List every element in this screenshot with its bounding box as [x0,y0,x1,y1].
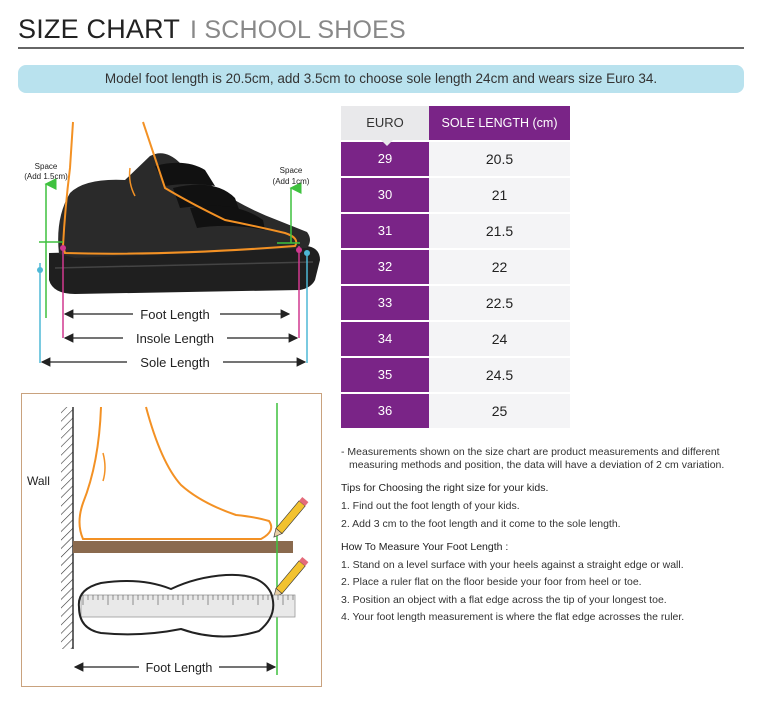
euro-size-cell: 34 [341,322,429,356]
table-row [341,322,570,356]
title-rule [18,47,744,49]
euro-size-cell: 36 [341,394,429,428]
space-left-label: Space [34,162,58,171]
euro-size-cell: 30 [341,178,429,212]
sole-length-cell: 21 [429,178,570,212]
sole-length-cell: 22.5 [429,286,570,320]
table-header [341,106,570,140]
foot-ankle-detail [103,453,105,481]
page-title [18,14,406,45]
howto-title: How To Measure Your Foot Length : [341,540,509,553]
howto-item: 4. Your foot length measurement is where the flat edge acrosses the ruler. [341,611,685,623]
model-info-banner: Model foot length is 20.5cm, add 3.5cm to choose sole length 24cm and wears size Euro 34. [18,65,744,93]
sole-length-cell: 24.5 [429,358,570,392]
insole-length-label: Insole Length [135,331,215,346]
header-sole-length: SOLE LENGTH (cm) [429,106,570,140]
howto-item: 1. Stand on a level surface with your heels against a straight edge or wall. [341,558,684,571]
header-euro: EURO [341,106,429,140]
table-row [341,286,570,320]
sole-length-cell: 22 [429,250,570,284]
tip-item: 1. Find out the foot length of your kids. [341,500,520,512]
shoe-diagram [15,108,320,373]
space-left-detail: (Add 1.5cm) [24,172,68,181]
sole-length-cell: 25 [429,394,570,428]
howto-item: 2. Place a ruler flat on the floor beside your foor from heel or toe. [341,576,642,588]
euro-size-cell: 35 [341,358,429,392]
floor [73,541,293,553]
sole-length-label: Sole Length [140,355,210,370]
table-row [341,214,570,248]
space-right-label: Space [279,166,303,175]
table-row [341,142,570,176]
euro-size-cell: 33 [341,286,429,320]
euro-size-cell: 29 [341,142,429,176]
howto-item: 3. Position an object with a flat edge across the tip of your longest toe. [341,593,667,606]
euro-size-cell: 31 [341,214,429,248]
measure-foot-label: Foot Length [145,661,213,675]
foot-side-outline [80,407,272,539]
title-main: SIZE CHART [18,14,181,44]
sole-length-cell: 21.5 [429,214,570,248]
measurement-note: - Measurements shown on the size chart are product measurements and different measuring methods and position, the data will have a deviation of 2 cm variation. [341,446,725,471]
table-row [341,358,570,392]
notes-section [341,446,741,629]
table-body [341,142,570,428]
wall-hatch [61,407,73,649]
title-subtitle: I SCHOOL SHOES [190,16,406,44]
space-right-detail: (Add 1cm) [272,177,310,186]
sole-length-cell: 24 [429,322,570,356]
measure-diagram [21,393,322,687]
euro-size-cell: 32 [341,250,429,284]
tips-title: Tips for Choosing the right size for your kids. [341,482,549,494]
wall-label: Wall [27,474,50,488]
sole-length-cell: 20.5 [429,142,570,176]
foot-length-label: Foot Length [140,307,210,322]
size-table [341,106,570,428]
table-row [341,178,570,212]
table-row [341,250,570,284]
table-row [341,394,570,428]
tip-item: 2. Add 3 cm to the foot length and it come to the sole length. [341,517,621,530]
